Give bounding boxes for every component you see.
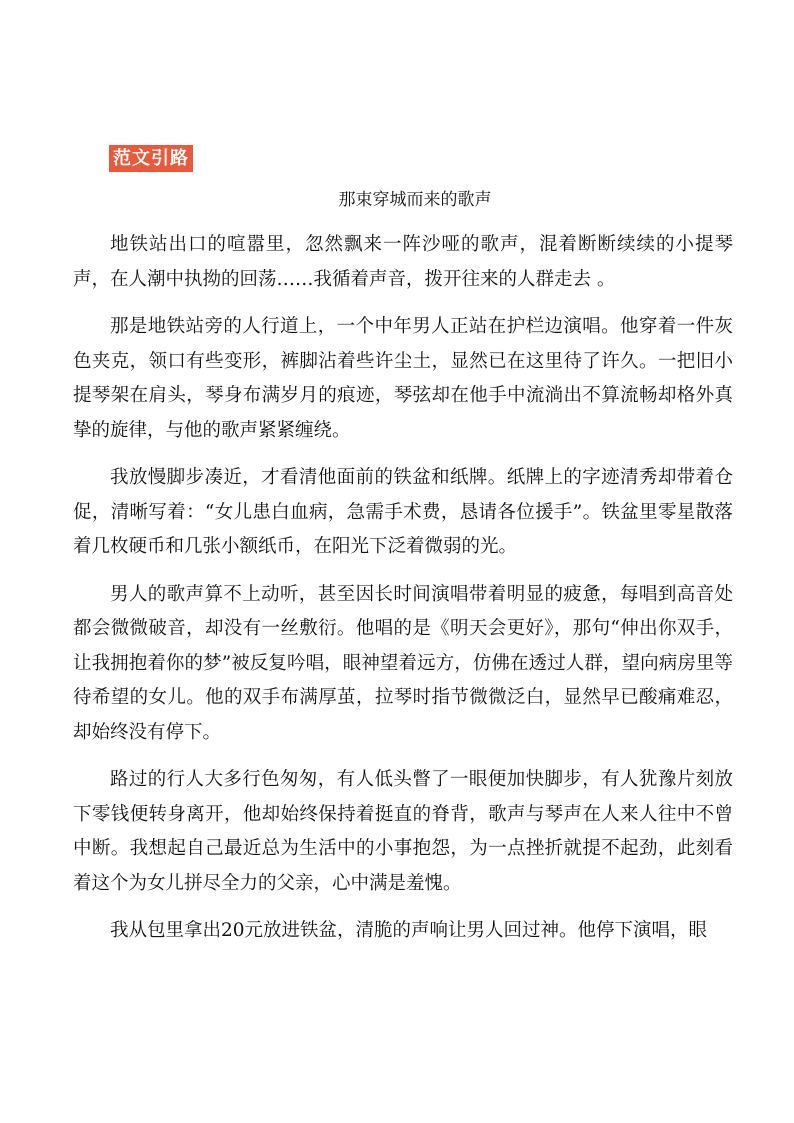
paragraph-4: 男人的歌声算不上动听，甚至因长时间演唱带着明显的疲惫，每唱到高音处都会微微破音，却没有一丝敷衍。他唱的是《明天会更好》，那句“伸出你双手，让我拥抱着你的梦”被反复吟唱，眼神望着远方，仿佛在透过人群，望向病房里等待希望的女儿。他的双手布满厚茧，拉琴时指节微微泛白，显然早已酸痛难忍，却始终没有停下。 (73, 583, 733, 743)
essay-title: 那束穿城而来的歌声 (338, 190, 492, 210)
paragraph-5: 路过的行人大多行色匆匆，有人低头瞥了一眼便加快脚步，有人犹豫片刻放下零钱便转身离开，他却始终保持着挺直的脊背，歌声与琴声在人来人往中不曾中断。我想起自己最近总为生活中的小事抱怨，为一点挫折就提不起劲，此刻看着这个为女儿拼尽全力的父亲，心中满是羞愧。 (73, 769, 733, 894)
essay-body (73, 228, 733, 962)
paragraph-6: 我从包里拿出20元放进铁盆，清脆的声响让男人回过神。他停下演唱，眼 (110, 920, 708, 941)
section-tag: 范文引路 (109, 145, 193, 172)
paragraph-2: 那是地铁站旁的人行道上，一个中年男人正站在护栏边演唱。他穿着一件灰色夹克，领口有些变形，裤脚沾着些许尘土，显然已在这里待了许久。一把旧小提琴架在肩头，琴身布满岁月的痕迹，琴弦却在他手中流淌出不算流畅却格外真挚的旋律，与他的歌声紧紧缠绕。 (73, 316, 733, 441)
paragraph-1: 地铁站出口的喧嚣里，忽然飘来一阵沙哑的歌声，混着断断续续的小提琴声，在人潮中执拗的回荡……我循着声音，拨开往来的人群走去 。 (73, 234, 733, 290)
paragraph-3: 我放慢脚步凑近，才看清他面前的铁盆和纸牌。纸牌上的字迹清秀却带着仓促，清晰写着：“女儿患白血病，急需手术费，恳请各位援手”。铁盆里零星散落着几枚硬币和几张小额纸币，在阳光下泛着微弱的光。 (73, 467, 733, 557)
